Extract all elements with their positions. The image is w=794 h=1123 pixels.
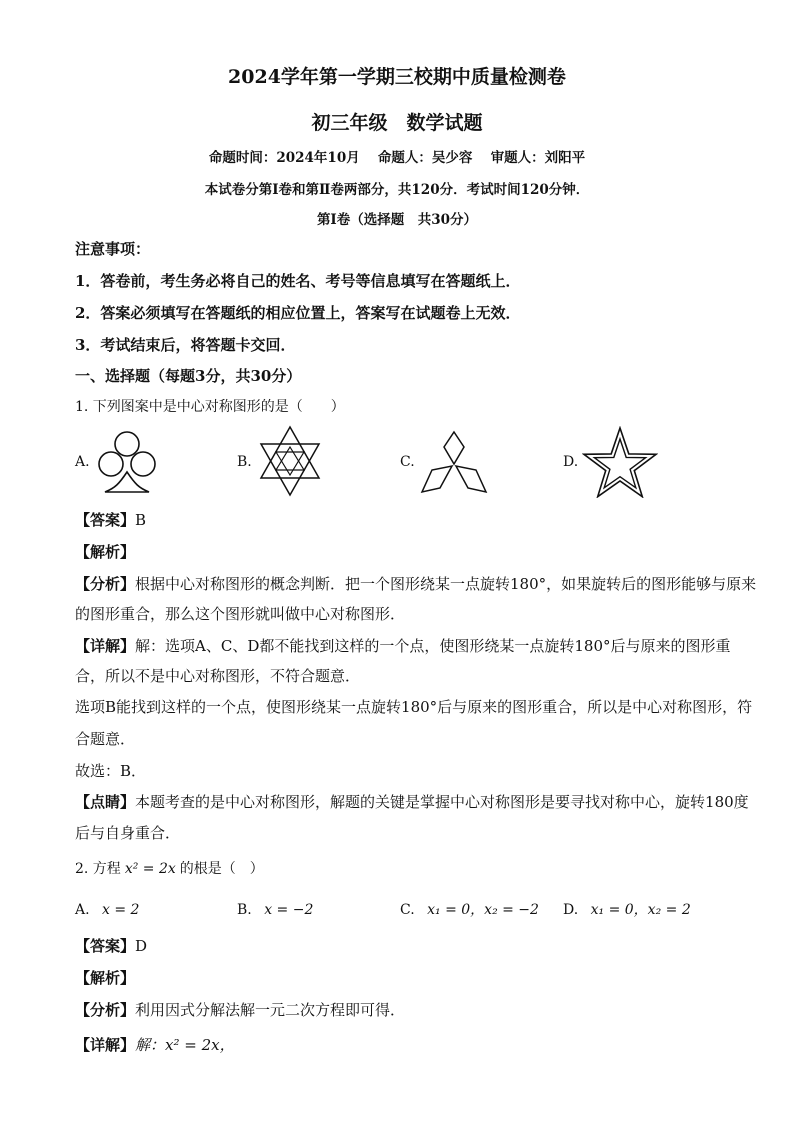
q1-answer	[75, 510, 146, 530]
notice-item-2: 2．答案必须填写在答题纸的相应位置上，答案写在试题卷上无效．	[75, 304, 521, 322]
xiangjie-tag: 【详解】	[75, 637, 136, 655]
q2-option-a	[75, 900, 139, 920]
q1-option-c-label: C.	[400, 454, 415, 470]
three-diamonds-icon	[418, 430, 490, 496]
exam-meta: 命题时间：2024年10月 命题人：吴少容 审题人：刘阳平	[208, 150, 586, 166]
fenxi-text: 根据中心对称图形的概念判断．把一个图形绕某一点旋转180°，如果旋转后的图形能够与原来	[135, 575, 757, 593]
q2-fenxi-line-1	[75, 1000, 405, 1020]
q1-dianjing-line-1	[75, 792, 749, 812]
q2-stem-post: 的根是（ ）	[179, 861, 264, 877]
q2-option-d	[563, 900, 691, 920]
q2-option-c-label: C.	[400, 902, 415, 918]
xiangjie-text: 解：选项A、C、D都不能找到这样的一个点，使图形绕某一点旋转180°后与原来的图形重	[135, 637, 731, 655]
q1-option-a-label: A.	[75, 454, 90, 470]
q2-option-c-text: x₁ = 0，x₂ = −2	[427, 902, 539, 918]
notice-item-3: 3．考试结束后，将答题卡交回．	[75, 336, 296, 354]
fenxi-tag: 【分析】	[75, 1001, 136, 1019]
q1-analysis-tag: 【解析】	[75, 543, 136, 561]
notice-heading: 注意事项：	[75, 240, 151, 258]
fenxi-tag: 【分析】	[75, 575, 136, 593]
q2-option-d-label: D.	[563, 902, 579, 918]
q2-option-a-label: A.	[75, 902, 90, 918]
exam-subtitle: 初三年级 数学试题	[311, 112, 483, 134]
q1-option-d-label: D.	[563, 454, 579, 470]
answer-value: D	[135, 937, 148, 955]
hexagram-icon	[256, 425, 324, 497]
question-2-stem	[75, 859, 264, 879]
exam-title: 2024学年第一学期三校期中质量检测卷	[228, 66, 566, 88]
notice-item-1: 1．答卷前，考生务必将自己的姓名、考号等信息填写在答题纸上．	[75, 272, 521, 290]
q2-equation: x² = 2x	[124, 861, 176, 877]
q2-option-b-label: B.	[237, 902, 252, 918]
q2-xiangjie-line-1	[75, 1035, 235, 1055]
answer-tag: 【答案】	[75, 937, 136, 955]
q2-option-b-text: x = −2	[264, 902, 314, 918]
q1-xiangjie-line-3: 选项B能找到这样的一个点，使图形绕某一点旋转180°后与原来的图形重合，所以是中心对称图形，符	[75, 698, 753, 716]
q2-stem-pre: 2. 方程	[75, 861, 121, 877]
xiangjie-text: 解：x² = 2x，	[135, 1036, 235, 1054]
question-1-stem: 1. 下列图案中是中心对称图形的是（ ）	[75, 399, 345, 415]
q2-option-a-text: x = 2	[102, 902, 140, 918]
xiangjie-tag: 【详解】	[75, 1036, 136, 1054]
q1-xiangjie-line-4: 合题意．	[75, 730, 136, 748]
q2-answer	[75, 936, 147, 956]
exam-note: 本试卷分第Ⅰ卷和第Ⅱ卷两部分，共120分．考试时间120分钟．	[204, 182, 590, 198]
q2-option-b	[237, 900, 313, 920]
club-icon	[93, 428, 161, 498]
q1-xiangjie-line-2: 合，所以不是中心对称图形，不符合题意．	[75, 667, 361, 685]
section-heading: 一、选择题（每题3分，共30分）	[75, 367, 302, 385]
answer-tag: 【答案】	[75, 511, 136, 529]
dianjing-text: 本题考查的是中心对称图形，解题的关键是掌握中心对称图形是要寻找对称中心，旋转180度	[135, 793, 749, 811]
q1-option-b-label: B.	[237, 454, 252, 470]
fenxi-text: 利用因式分解法解一元二次方程即可得．	[135, 1001, 406, 1019]
q1-xiangjie-line-5: 故选：B．	[75, 762, 147, 780]
q1-fenxi-line-1	[75, 574, 756, 594]
q2-analysis-tag: 【解析】	[75, 969, 136, 987]
double-star-icon	[582, 426, 658, 498]
q2-option-c	[400, 900, 539, 920]
q1-dianjing-line-2: 后与自身重合．	[75, 824, 181, 842]
dianjing-tag: 【点睛】	[75, 793, 136, 811]
answer-value: B	[135, 511, 147, 529]
q1-xiangjie-line-1	[75, 636, 731, 656]
volume-heading: 第Ⅰ卷（选择题 共30分）	[316, 212, 478, 228]
q2-option-d-text: x₁ = 0，x₂ = 2	[590, 902, 691, 918]
q1-fenxi-line-2: 的图形重合，那么这个图形就叫做中心对称图形．	[75, 605, 406, 623]
